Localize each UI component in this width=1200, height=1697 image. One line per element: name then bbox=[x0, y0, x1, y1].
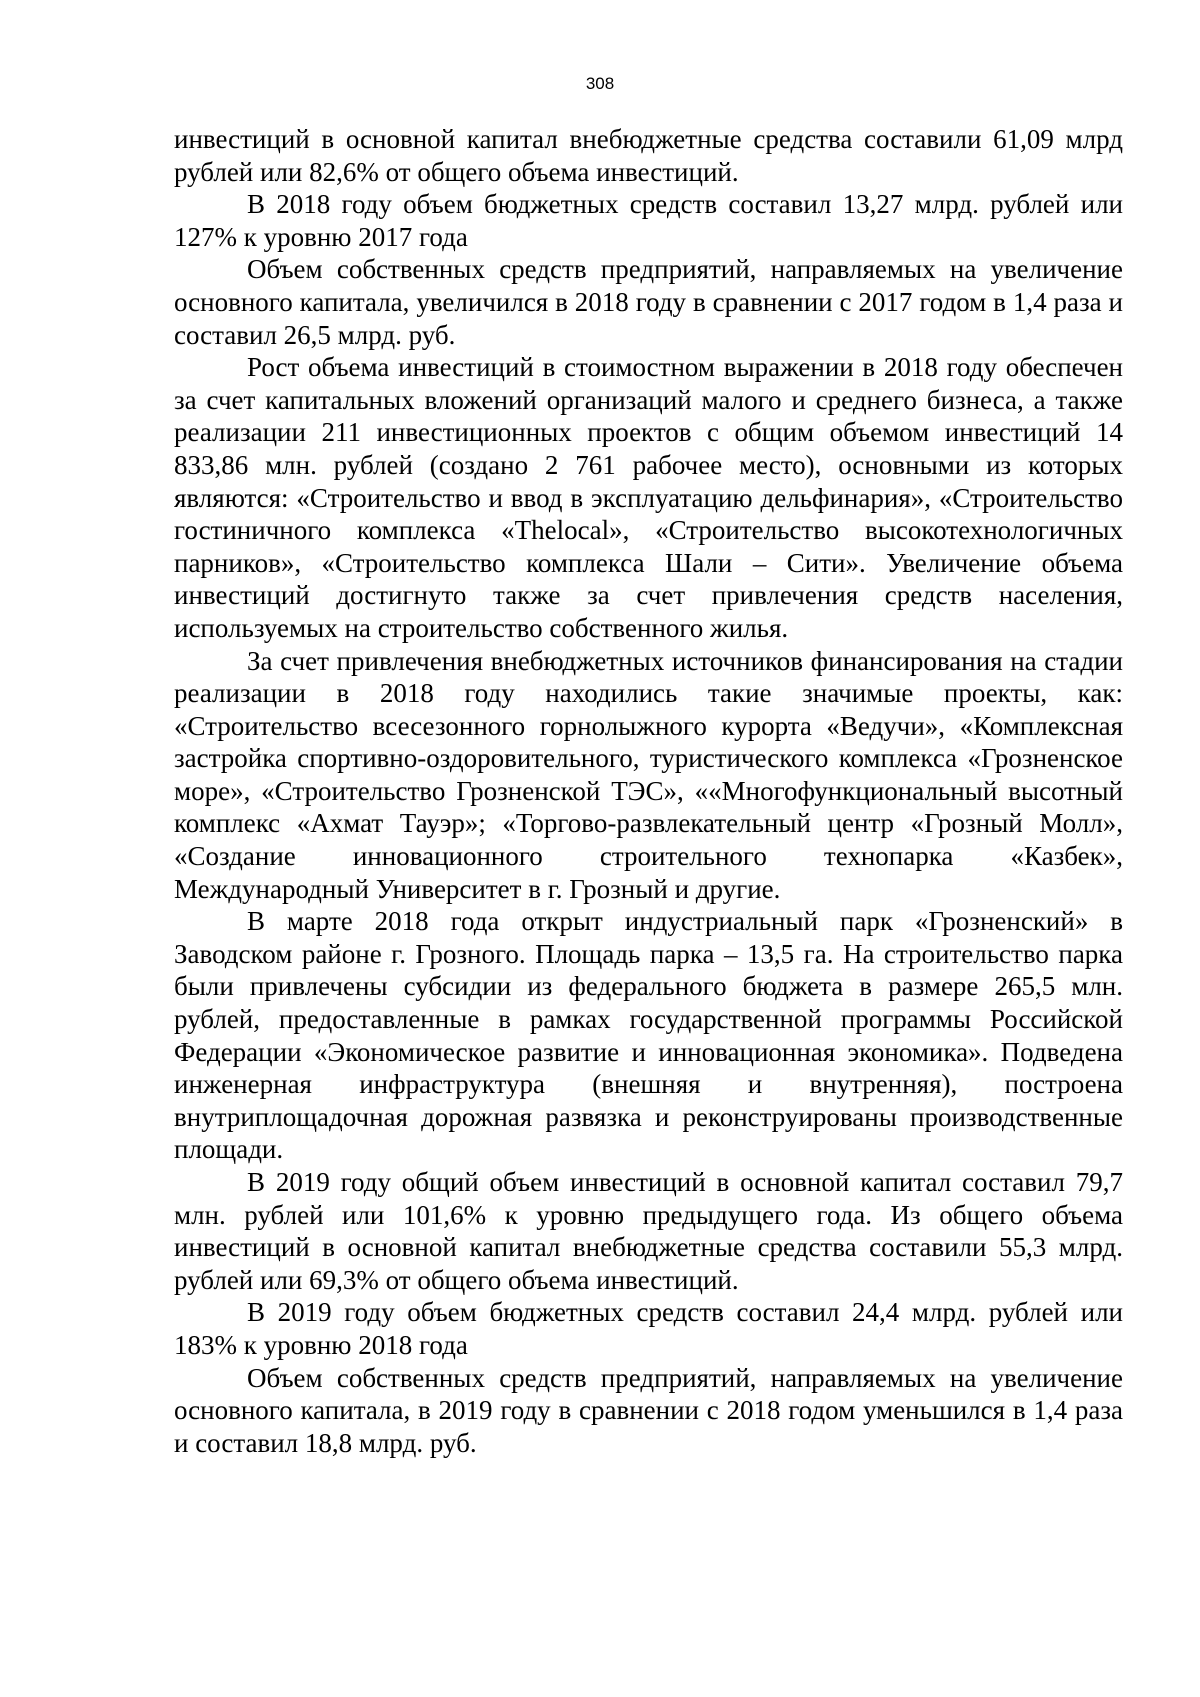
paragraph-significant-projects: За счет привлечения внебюджетных источников финансирования на стадии реализации в 2018 году находились такие значимые проекты, как: «Строительство всесезонного горнолыжного курорта «Ведучи», «Комплексная застройка спортивно-оздоровительного, туристического комплекса «Грозненское море», «Строительство Грозненской ТЭС», ««Многофункциональный высотный комплекс «Ахмат Тауэр»; «Торгово-развлекательный центр «Грозный Молл», «Создание инновационного строительного технопарка «Казбек», Международный Университет в г. Грозный и другие. bbox=[174, 645, 1123, 904]
page-number: 308 bbox=[585, 74, 615, 93]
paragraph-budget-2018: В 2018 году объем бюджетных средств составил 13,27 млрд. рублей или 127% к уровню 2017 года bbox=[174, 189, 1123, 252]
paragraph-industrial-park: В марте 2018 года открыт индустриальный парк «Грозненский» в Заводском районе г. Грозного. Площадь парка – 13,5 га. На строительство парка были привлечены субсидии из федерального бюджета в размере 265,5 млн. рублей, предоставленные в рамках государственной программы Российской Федерации «Экономическое развитие и инновационная экономика». Подведена инженерная инфраструктура (внешняя и внутренняя), построена внутриплощадочная дорожная развязка и реконструированы производственные площади. bbox=[174, 906, 1123, 1165]
paragraph-investment-growth: Рост объема инвестиций в стоимостном выражении в 2018 году обеспечен за счет капитальных вложений организаций малого и среднего бизнеса, а также реализации 211 инвестиционных проектов с общим объемом инвестиций 14 833,86 млн. рублей (создано 2 761 рабочее место), основными из которых являются: «Строительство и ввод в эксплуатацию дельфинария», «Строительство гостиничного комплекса «Thelocal», «Строительство высокотехнологичных парников», «Строительство комплекса Шали – Сити». Увеличение объема инвестиций достигнуто также за счет привлечения средств населения, используемых на строительство собственного жилья. bbox=[174, 352, 1123, 643]
paragraph-investment-2019: В 2019 году общий объем инвестиций в основной капитал составил 79,7 млн. рублей или 101,6% к уровню предыдущего года. Из общего объема инвестиций в основной капитал внебюджетные средства составили 55,3 млрд. рублей или 69,3% от общего объема инвестиций. bbox=[174, 1167, 1123, 1295]
document-body bbox=[174, 123, 1123, 1459]
paragraph-continuation: инвестиций в основной капитал внебюджетные средства составили 61,09 млрд рублей или 82,6% от общего объема инвестиций. bbox=[174, 124, 1123, 187]
paragraph-own-funds-2019: Объем собственных средств предприятий, направляемых на увеличение основного капитала, в 2019 году в сравнении с 2018 годом уменьшился в 1,4 раза и составил 18,8 млрд. руб. bbox=[174, 1362, 1123, 1458]
paragraph-own-funds-2018: Объем собственных средств предприятий, направляемых на увеличение основного капитала, увеличился в 2018 году в сравнении с 2017 годом в 1,4 раза и составил 26,5 млрд. руб. bbox=[174, 254, 1123, 350]
paragraph-budget-2019: В 2019 году объем бюджетных средств составил 24,4 млрд. рублей или 183% к уровню 2018 года bbox=[174, 1297, 1123, 1360]
